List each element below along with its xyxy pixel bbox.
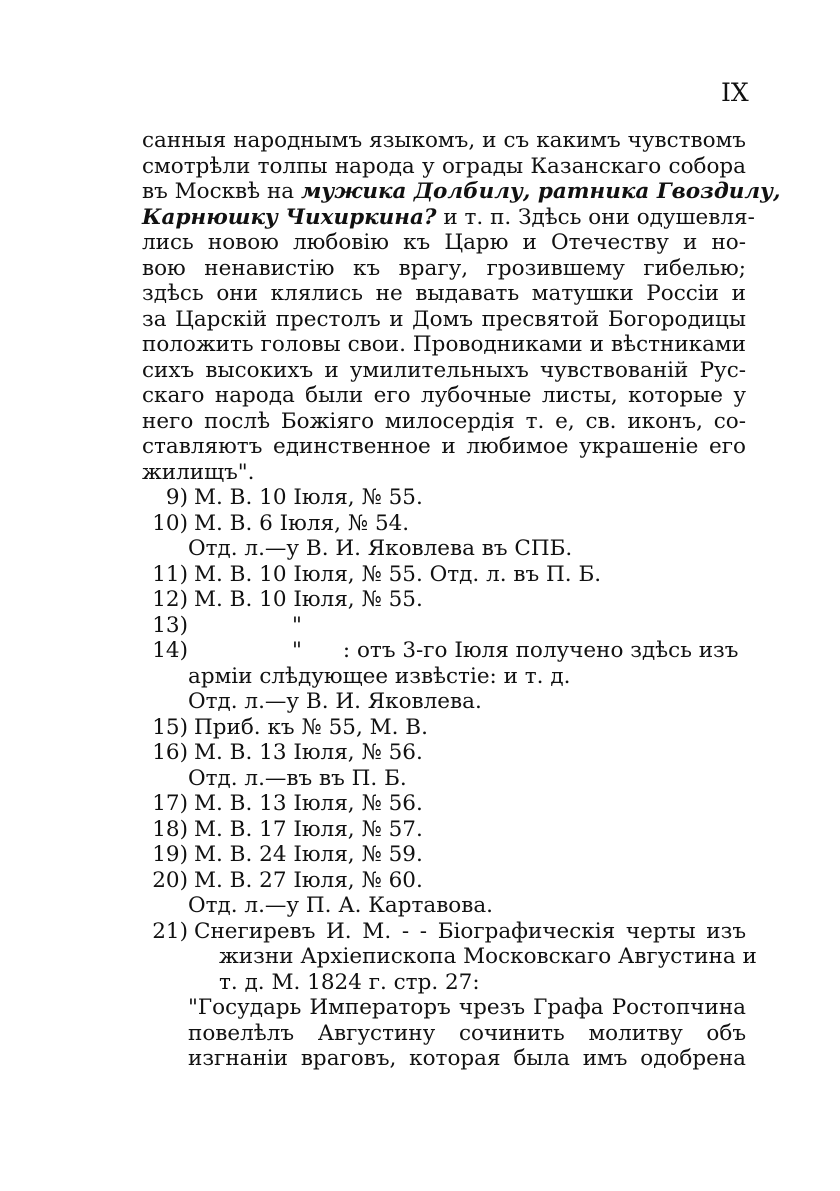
footnote-17 <box>142 791 746 817</box>
footnote-text: М. В. 6 Іюля, № 54. <box>194 510 410 536</box>
quote-line: повелѣлъ Августину сочинить молитву объ <box>188 1020 746 1046</box>
footnote-text: М. В. 10 Іюля, № 55. <box>194 587 423 612</box>
italic-names: Карнюшку Чихиркина? <box>142 204 437 230</box>
footnote-sub: Отд. л.—у В. И. Яковлева. <box>188 689 482 714</box>
footnote-20 <box>142 868 746 894</box>
text-segment: : отъ 3-го Іюля получено здѣсь изъ <box>342 638 739 663</box>
text-line: вою ненавистію къ врагу, грозившему гибелью; <box>142 255 746 281</box>
footnote-15 <box>142 715 746 741</box>
text-line: жилищъ". <box>142 459 255 485</box>
text-line: него послѣ Божіяго милосердія т. е, св. иконъ, со- <box>142 408 746 434</box>
footnote-sub: Отд. л.—у П. А. Картавова. <box>188 893 494 918</box>
footnote-continuation: жизни Архіепископа Московскаго Августина и <box>219 944 757 969</box>
footnote-9 <box>142 485 746 511</box>
text-line: скаго народа были его лубочные листы, которые у <box>142 383 746 408</box>
text-line <box>142 204 755 231</box>
footnote-16 <box>142 740 746 766</box>
footnote-number: 19) <box>152 842 188 867</box>
footnote-sub: Отд. л.—въ въ П. Б. <box>188 765 407 791</box>
footnotes <box>142 485 757 995</box>
footnote-18 <box>142 817 746 843</box>
footnote-text: М. В. 13 Іюля, № 56. <box>194 791 423 816</box>
footnote-text: М. В. 24 Іюля, № 59. <box>194 842 423 867</box>
footnote-19 <box>142 842 746 868</box>
footnote-number: 16) <box>152 740 188 765</box>
text-line: положить головы свои. Проводниками и вѣстниками <box>142 332 746 357</box>
footnote-number: 11) <box>152 561 188 587</box>
footnote-text <box>188 638 746 664</box>
footnote-number: 12) <box>152 587 188 612</box>
footnote-text: М. В. 17 Іюля, № 57. <box>194 816 423 842</box>
ditto-mark: " <box>292 612 302 638</box>
text-line: лись новою любовію къ Царю и Отечеству и но- <box>142 230 746 255</box>
footnote-continuation: арміи слѣдующее извѣстіе: и т. д. <box>188 663 571 689</box>
page-number: IX <box>721 78 749 107</box>
footnote-sub: Отд. л.—у В. И. Яковлева въ СПБ. <box>188 536 573 561</box>
text-line: за Царскій престолъ и Домъ пресвятой Богородицы <box>142 306 746 332</box>
footnote-text: М. В. 10 Іюля, № 55. Отд. л. въ П. Б. <box>194 561 602 587</box>
footnote-text: Снегиревъ И. М. - - Біографическія черты изъ <box>194 918 746 944</box>
text-line: смотрѣли толпы народа у ограды Казанскаго собора <box>142 153 746 179</box>
page-body <box>142 128 781 1072</box>
text-line: ставляютъ единственное и любимое украшеніе его <box>142 434 746 459</box>
footnote-number: 18) <box>152 816 188 842</box>
footnote-text: М. В. 10 Іюля, № 55. <box>194 485 423 510</box>
text-line: здѣсь они клялись не выдавать матушки Россіи и <box>142 281 746 306</box>
footnote-14 <box>142 638 746 664</box>
quotation <box>142 995 746 1072</box>
quote-line: изгнаніи враговъ, которая была имъ одобрена <box>188 1046 746 1071</box>
footnote-21 <box>142 919 746 945</box>
footnote-number: 21) <box>152 918 188 944</box>
text-line: санныя народнымъ языкомъ, и съ какимъ чувствомъ <box>142 128 746 153</box>
footnote-13 <box>142 613 746 639</box>
footnote-number: 9) <box>165 485 188 510</box>
footnote-text: Приб. къ № 55, М. В. <box>194 714 428 740</box>
footnote-number: 17) <box>152 791 188 816</box>
footnote-number: 15) <box>152 714 188 740</box>
footnote-number: 13) <box>152 612 188 638</box>
footnote-ditto <box>188 613 746 639</box>
footnote-number: 20) <box>152 867 188 893</box>
footnote-12 <box>142 587 746 613</box>
footnote-continuation: т. д. М. 1824 г. стр. 27: <box>219 969 480 995</box>
footnote-text: М. В. 13 Іюля, № 56. <box>194 740 423 765</box>
footnote-number: 10) <box>152 510 188 536</box>
footnote-text: М. В. 27 Іюля, № 60. <box>194 867 423 893</box>
footnote-number: 14) <box>152 638 188 663</box>
quote-line: "Государь Императоръ чрезъ Графа Ростопчина <box>188 995 746 1020</box>
italic-names: мужика Долбилу, ратника Гвоздилу, <box>300 179 781 204</box>
text-line: сихъ высокихъ и умилительныхъ чувствованій Рус- <box>142 357 746 383</box>
text-line <box>142 179 781 205</box>
text-segment: и т. п. Здѣсь они одушевля- <box>443 204 755 230</box>
main-paragraph <box>142 128 781 485</box>
footnote-10 <box>142 511 746 537</box>
footnote-11 <box>142 562 746 588</box>
ditto-mark: " <box>292 638 302 663</box>
text-segment: въ Москвѣ на <box>142 179 295 204</box>
